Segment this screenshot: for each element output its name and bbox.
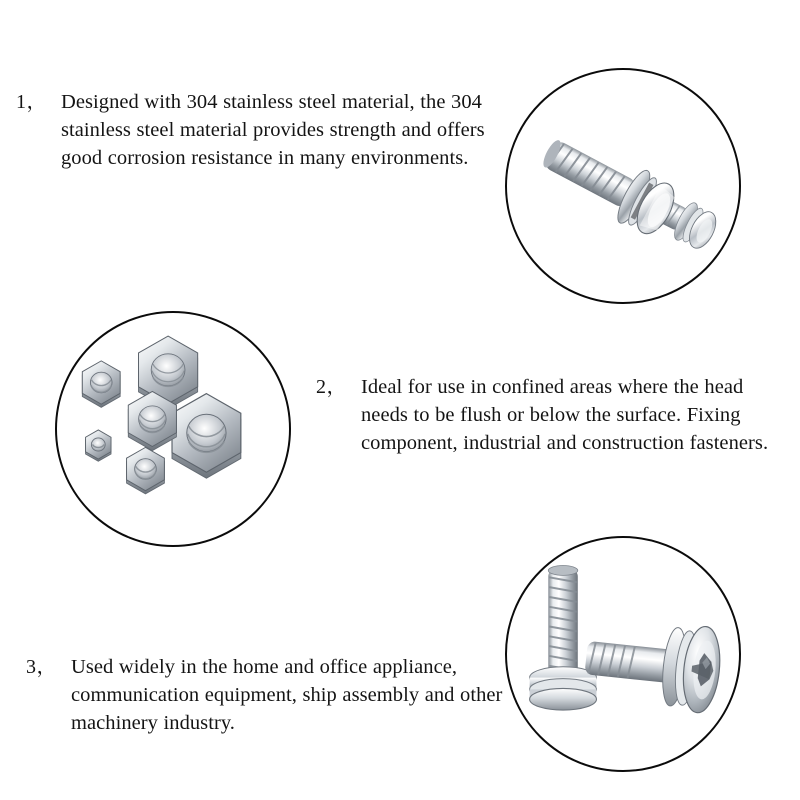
feature-1-text: Designed with 304 stainless steel material, the 304 stainless steel material provides strength and offers good corrosion resistance in many environments.: [61, 91, 485, 169]
product-photo-screws-washers: [505, 68, 741, 304]
product-photo-phillips-screws: [505, 536, 741, 772]
feature-item-1: [16, 88, 524, 172]
feature-3-marker: 3，: [26, 656, 57, 678]
feature-2-marker: 2，: [316, 376, 347, 398]
feature-3-text: Used widely in the home and office appliance, communication equipment, ship assembly and other machinery industry.: [71, 656, 503, 734]
feature-item-3: [26, 653, 504, 737]
feature-2-text: Ideal for use in confined areas where the head needs to be flush or below the surface. Fixing component, industrial and construction fasteners.: [361, 376, 769, 454]
feature-1-marker: 1，: [16, 91, 47, 113]
feature-item-2: [316, 373, 792, 457]
product-photo-hex-nuts: [55, 311, 291, 547]
